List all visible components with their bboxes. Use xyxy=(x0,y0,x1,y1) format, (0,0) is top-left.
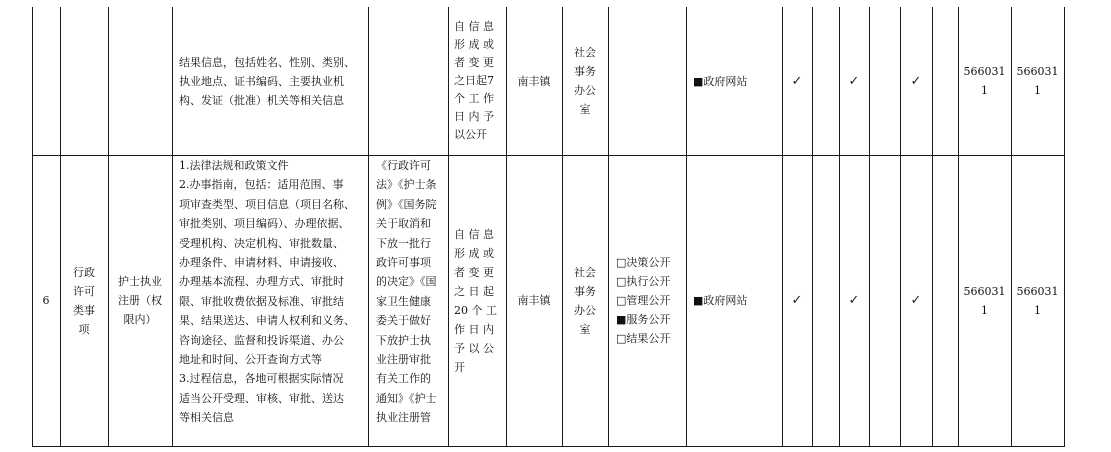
row2-openness-cell xyxy=(608,155,686,446)
grid-line xyxy=(448,7,449,447)
row2-item: 护士执业 注册（权 限内） xyxy=(118,275,162,326)
row1-content-cell xyxy=(172,7,368,155)
row2-code2-cell xyxy=(1011,155,1064,446)
grid-line xyxy=(562,7,563,447)
grid-line xyxy=(1064,7,1065,447)
row2-basis: 《行政许可 法》《护士条 例》《国务院 关于取消和 下放一批行 政许可事项 的决定》《国 家卫生健康 委关于做好 下放护士执 业注册审批 有关工作的 通知》《护士 执业注册管 xyxy=(376,159,437,425)
row2-content-cell xyxy=(172,155,368,446)
row1-code1-cell xyxy=(958,7,1011,155)
grid-line xyxy=(32,7,33,447)
row1-blank-2 xyxy=(869,7,900,155)
openness-option-management: □管理公开 xyxy=(616,294,671,307)
grid-line xyxy=(368,7,369,447)
grid-line xyxy=(932,7,933,447)
row2-time-limit: 自 信 息 形 成 或 者 变 更 之 日 起 20 个 工 作 日 内 予 以 公 开 xyxy=(454,227,497,374)
row2-blank-1 xyxy=(812,155,839,446)
grid-line xyxy=(686,7,687,447)
row2-code1: 566031 1 xyxy=(963,284,1006,317)
grid-line xyxy=(782,7,783,447)
openness-option-service: ■服务公开 xyxy=(616,313,671,326)
grid-line xyxy=(32,446,1065,447)
row1-item-cell xyxy=(108,7,172,155)
row2-channel-cell xyxy=(686,155,782,446)
row1-blank-1 xyxy=(812,7,839,155)
row2-index-cell xyxy=(32,155,60,446)
check-icon: ✓ xyxy=(791,293,803,308)
grid-line xyxy=(506,7,507,447)
row2-basis-cell xyxy=(368,155,448,446)
row1-dept: 社会 事务 办公 室 xyxy=(574,46,596,116)
openness-option-decision: □决策公开 xyxy=(616,256,671,269)
grid-line xyxy=(839,7,840,447)
row1-time-limit: 自 信 息 形 成 或 者 变 更 之日起7 个 工 作 日 内 予 以公开 xyxy=(454,20,494,141)
grid-line xyxy=(1011,7,1012,447)
row2-subject: 南丰镇 xyxy=(517,294,551,307)
row1-blank-3 xyxy=(932,7,958,155)
check-icon: ✓ xyxy=(910,293,922,308)
row2-category: 行政 许可 类事 项 xyxy=(73,265,95,336)
row2-item-cell xyxy=(108,155,172,446)
row1-subject: 南丰镇 xyxy=(517,74,551,88)
row2-time-cell xyxy=(448,155,506,446)
check-icon: ✓ xyxy=(848,293,860,308)
row1-channel-cell xyxy=(686,7,782,155)
openness-option-execution: □执行公开 xyxy=(616,275,671,288)
row1-code2: 566031 1 xyxy=(1016,65,1059,97)
row2-code2: 566031 1 xyxy=(1016,284,1059,317)
row1-category-cell xyxy=(60,7,108,155)
row1-time-cell xyxy=(448,7,506,155)
row1-check-1-cell xyxy=(782,7,812,155)
row2-blank-2 xyxy=(869,155,900,446)
grid-line xyxy=(108,7,109,447)
row2-blank-3 xyxy=(932,155,958,446)
openness-options xyxy=(616,253,670,348)
row2-content: 1.法律法规和政策文件 2.办事指南，包括：适用范围、事 项审查类型、项目信息（项目名称、 审批类别、项目编码）、办理依据、 受理机构、决定机构、审批数量、 办理条件、申请材料、申请接收、 办理基本流程、办理方式、审批时 限、审批收费依据及标准、审批结 果、结果送达、申请人权利和义务、 咨询途径、监督和投诉渠道、办公 地址和时间、公开查询方式等 3.过程信息，各地可根据实际情况 适当公开受理、审核、审批、送达 等相关信息 xyxy=(179,159,355,425)
row2-check-3-cell xyxy=(900,155,932,446)
row2-check-1-cell xyxy=(782,155,812,446)
grid-line xyxy=(958,7,959,447)
grid-line xyxy=(608,7,609,447)
check-icon: ✓ xyxy=(848,73,860,89)
row2-code1-cell xyxy=(958,155,1011,446)
row1-subject-cell xyxy=(506,7,562,155)
openness-option-result: □结果公开 xyxy=(616,332,671,345)
check-icon: ✓ xyxy=(910,73,922,89)
row1-check-3-cell xyxy=(900,7,932,155)
grid-line xyxy=(32,155,1065,156)
row1-index-cell xyxy=(32,7,60,155)
grid-line xyxy=(900,7,901,447)
grid-line xyxy=(172,7,173,447)
row1-code2-cell xyxy=(1011,7,1064,155)
grid-line xyxy=(812,7,813,447)
row2-category-cell xyxy=(60,155,108,446)
row1-basis-cell xyxy=(368,7,448,155)
row1-dept-cell xyxy=(562,7,608,155)
row2-subject-cell xyxy=(506,155,562,446)
grid-line xyxy=(60,7,61,447)
row1-check-2-cell xyxy=(839,7,869,155)
row1-code1: 566031 1 xyxy=(963,65,1006,97)
row2-dept-cell xyxy=(562,155,608,446)
row1-channel: ■政府网站 xyxy=(693,74,748,88)
row2-dept: 社会 事务 办公 室 xyxy=(574,265,596,336)
row2-channel: ■政府网站 xyxy=(693,294,748,307)
grid-line xyxy=(869,7,870,447)
row2-index: 6 xyxy=(42,294,50,307)
row1-openness-cell xyxy=(608,7,686,155)
row1-content: 结果信息，包括姓名、性别、类别、 执业地点、证书编码、主要执业机 构、发证（批准）机关等相关信息 xyxy=(179,55,355,107)
check-icon: ✓ xyxy=(791,73,803,89)
row2-check-2-cell xyxy=(839,155,869,446)
